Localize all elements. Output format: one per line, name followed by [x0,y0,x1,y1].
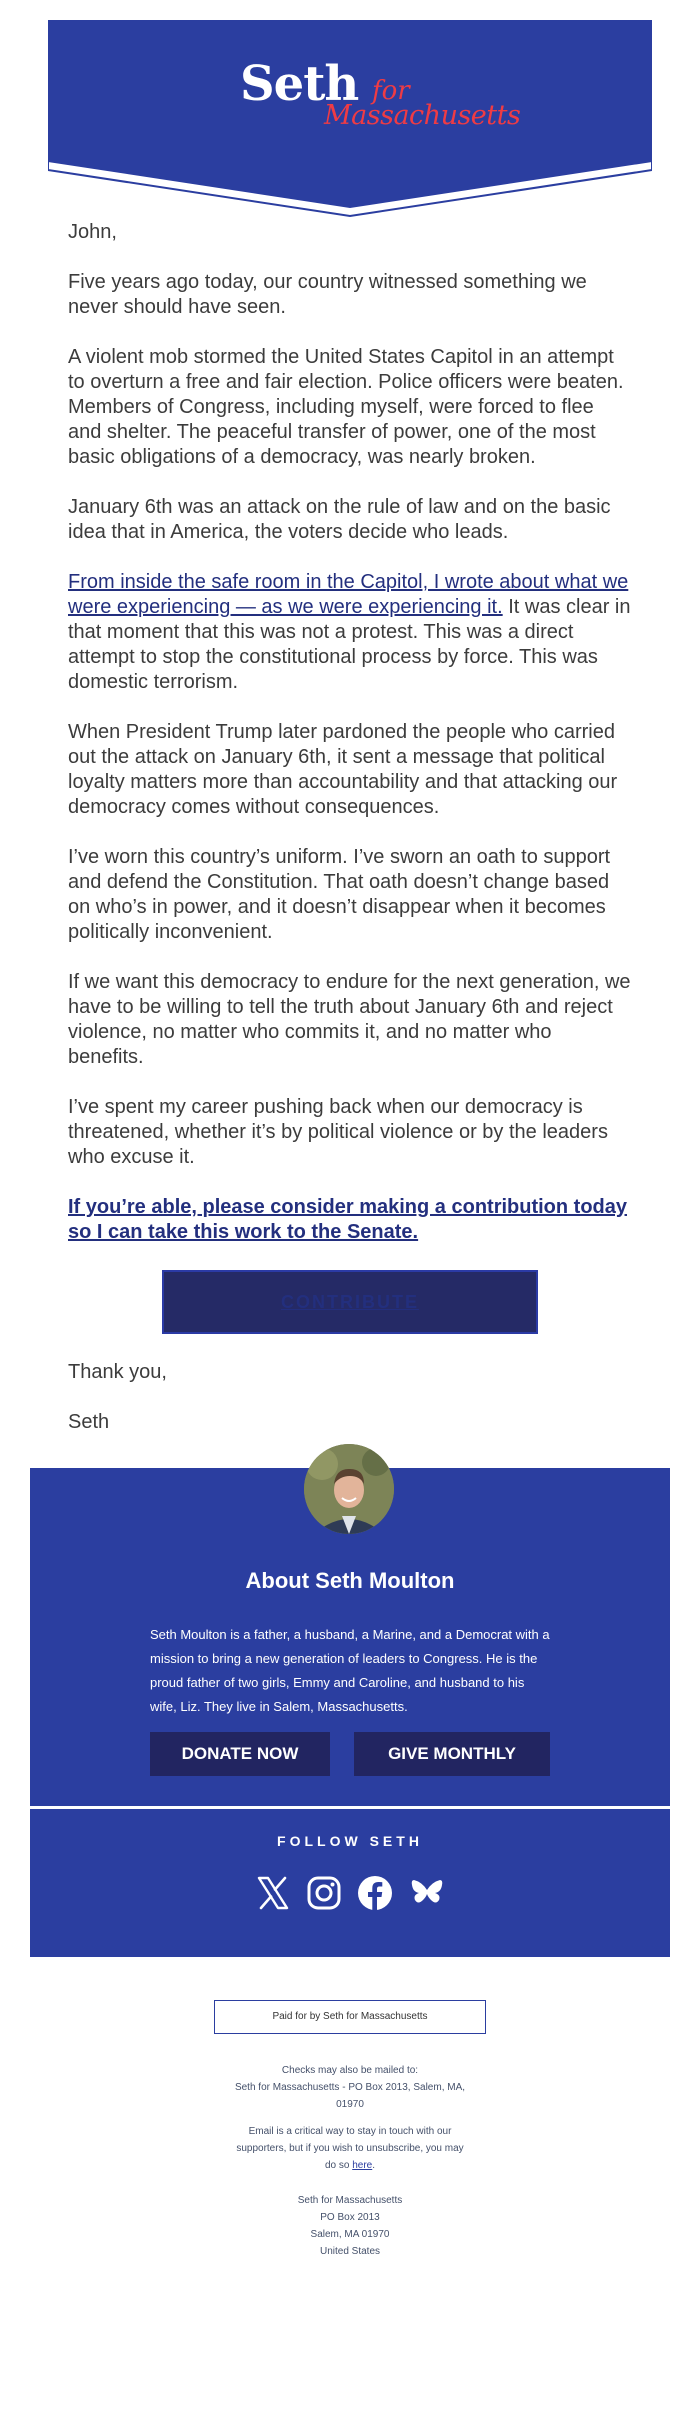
follow-title: FOLLOW SETH [277,1833,423,1849]
unsubscribe-sentence: Email is a critical way to stay in touch with our supporters, but if you wish to unsubscribe, you may do so [236,2126,464,2171]
paragraph-8: I’ve spent my career pushing back when our democracy is threatened, whether it’s by political violence or by the leaders who excuse it. [68,1096,608,1168]
about-text: Seth Moulton is a father, a husband, a Marine, and a Democrat with a mission to bring a new generation of leaders to Congress. He is the proud father of two girls, Emmy and Caroline, and husband to his wife, Liz. They live in Salem, Massachusetts. [150,1627,550,1714]
contribute-button[interactable]: CONTRIBUTE [162,1270,538,1334]
mailing-line-2: Seth for Massachusetts - PO Box 2013, Salem, MA, 01970 [234,2082,466,2110]
paragraph-3: January 6th was an attack on the rule of law and on the basic idea that in America, the voters decide who leads. [68,496,611,543]
paid-for-disclaimer: Paid for by Seth for Massachusetts [214,2000,486,2034]
contribute-button-wrap [68,1270,632,1334]
logo-name: Seth [240,56,359,112]
portrait-image [304,1444,394,1534]
paragraph-6: I’ve worn this country’s uniform. I’ve sworn an oath to support and defend the Constitution. That oath doesn’t change based on who’s in power, and it doesn’t disappear when it becomes politically inconvenient. [68,846,611,943]
paragraph-1: Five years ago today, our country witnessed something we never should have seen. [68,271,587,318]
contribution-link[interactable]: If you’re able, please consider making a contribution today so I can take this work to the Senate. [68,1196,628,1243]
paragraph-5: When President Trump later pardoned the people who carried out the attack on January 6th, it sent a message that political loyalty matters more than accountability and that attacking our democracy comes without consequences. [68,721,618,818]
campaign-logo[interactable] [240,58,540,148]
mailing-line-1: Checks may also be mailed to: [281,2065,419,2076]
donate-now-button[interactable]: DONATE NOW [150,1732,330,1776]
signature: Seth [68,1411,110,1433]
bluesky-icon[interactable] [407,1873,447,1913]
address-country: United States [319,2246,381,2257]
address-box: PO Box 2013 [320,2212,380,2223]
header-banner [48,20,652,220]
footer [30,1957,670,2260]
avatar [304,1444,394,1534]
contribution-paragraph [68,1195,632,1245]
logo-state: Massachusetts [324,100,521,131]
paragraph-4 [68,570,632,695]
unsubscribe-text [230,2123,470,2174]
mailing-address [30,2192,670,2260]
letter-body [48,220,652,1435]
address-name: Seth for Massachusetts [297,2195,403,2206]
address-city: Salem, MA 01970 [310,2229,390,2240]
social-links [253,1873,447,1913]
about-section [30,1468,670,1806]
email-page [0,20,700,2409]
safe-room-link[interactable]: From inside the safe room in the Capitol, I wrote about what we were experiencing — as we were experiencing it. [68,571,629,618]
mailing-info [220,2062,480,2113]
paragraph-2: A violent mob stormed the United States Capitol in an attempt to overturn a free and fair election. Police officers were beaten. Members of Congress, including myself, were forced to flee and shelter. The peaceful transfer of power, one of the most basic obligations of a democracy, was nearly broken. [68,346,624,468]
follow-section [30,1809,670,1957]
unsubscribe-link[interactable]: here [352,2160,373,2171]
paragraph-7: If we want this democracy to endure for the next generation, we have to be willing to tell the truth about January 6th and reject violence, no matter who commits it, and no matter who benefits. [68,971,631,1068]
give-monthly-button[interactable]: GIVE MONTHLY [354,1732,550,1776]
unsubscribe-period: . [372,2160,376,2171]
paragraph-4-rest: It was clear in that moment that this was not a protest. This was a direct attempt to stop the constitutional process by force. This was domestic terrorism. [68,596,631,693]
about-buttons [150,1732,550,1776]
instagram-icon[interactable] [304,1873,344,1913]
about-title: About Seth Moulton [245,1568,455,1593]
greeting: John, [68,221,117,243]
x-icon[interactable] [253,1873,293,1913]
logo-for: for [372,76,410,106]
facebook-icon[interactable] [355,1873,395,1913]
signoff: Thank you, [68,1361,167,1383]
